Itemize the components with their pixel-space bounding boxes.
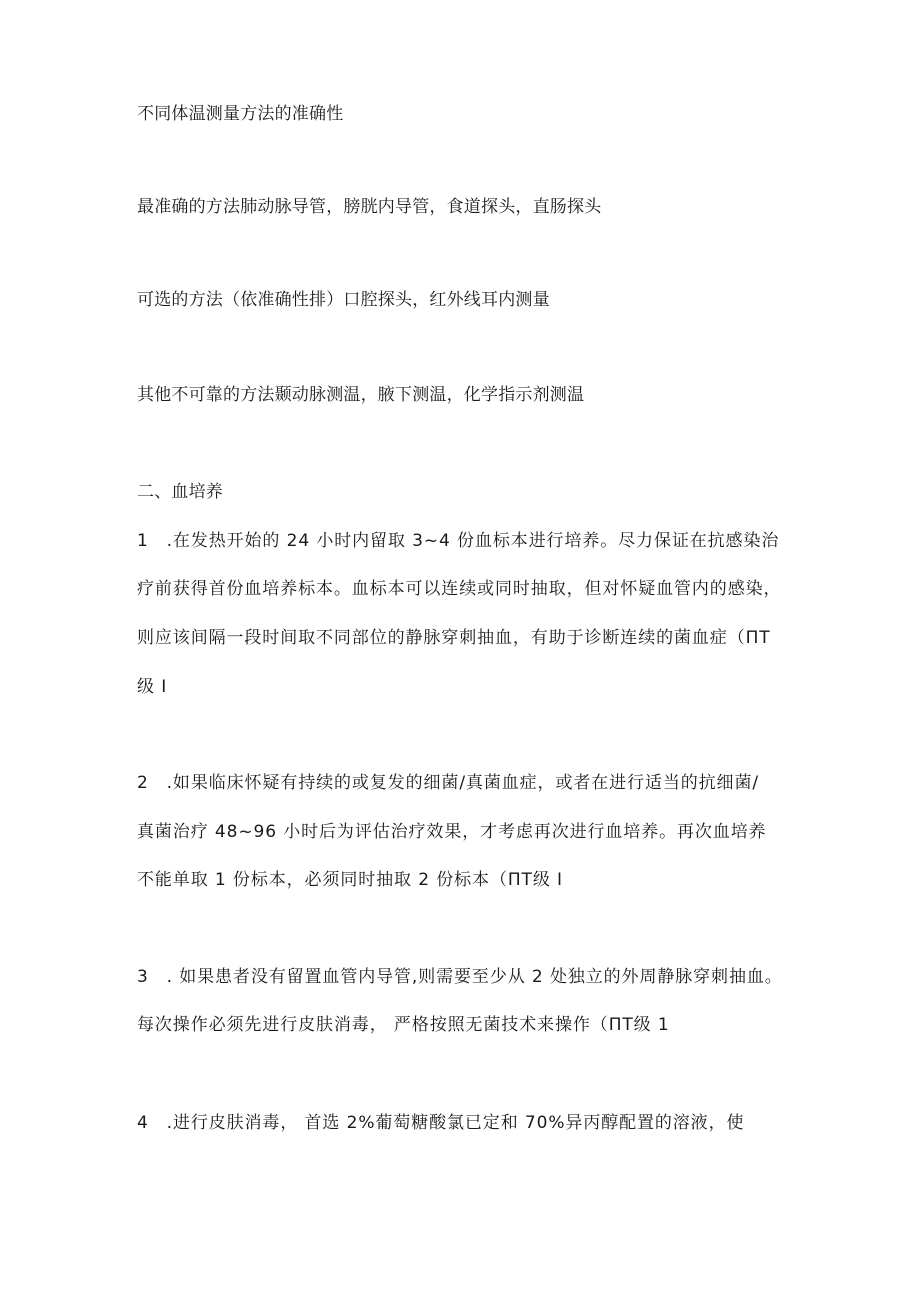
text-line-most-accurate: 最准确的方法肺动脉导管，膀胱内导管，食道探头，直肠探头 [137, 197, 602, 217]
para1-line4: 级 I [137, 677, 168, 697]
para2-line1: 2 .如果临床怀疑有持续的或复发的细菌/真菌血症，或者在进行适当的抗细菌/ [137, 773, 759, 793]
para2-line2: 真菌治疗 48~96 小时后为评估治疗效果，才考虑再次进行血培养。再次血培养 [137, 822, 767, 842]
para4-line1: 4 .进行皮肤消毒， 首选 2%葡萄糖酸氯已定和 70%异丙醇配置的溶液，使 [137, 1113, 745, 1133]
text-line-heading-accuracy: 不同体温测量方法的准确性 [137, 104, 344, 124]
text-line-optional-methods: 可选的方法（依准确性排）口腔探头，红外线耳内测量 [137, 290, 550, 310]
section-heading-blood-culture: 二、血培养 [137, 482, 223, 502]
para1-line2: 疗前获得首份血培养标本。血标本可以连续或同时抽取，但对怀疑血管内的感染， [137, 579, 782, 599]
text-line-unreliable-methods: 其他不可靠的方法颞动脉测温，腋下测温，化学指示剂测温 [137, 385, 585, 405]
para3-line2: 每次操作必须先进行皮肤消毒， 严格按照无菌技术来操作（ΠΤ级 1 [137, 1015, 670, 1035]
para2-line3: 不能单取 1 份标本，必须同时抽取 2 份标本（ΠΤ级 I [137, 870, 563, 890]
para1-line1: 1 .在发热开始的 24 小时内留取 3~4 份血标本进行培养。尽力保证在抗感染治 [137, 531, 780, 551]
para3-line1: 3 . 如果患者没有留置血管内导管,则需要至少从 2 处独立的外周静脉穿刺抽血。 [137, 967, 783, 987]
para1-line3: 则应该间隔一段时间取不同部位的静脉穿刺抽血，有助于诊断连续的菌血症（ΠΤ [137, 628, 771, 648]
